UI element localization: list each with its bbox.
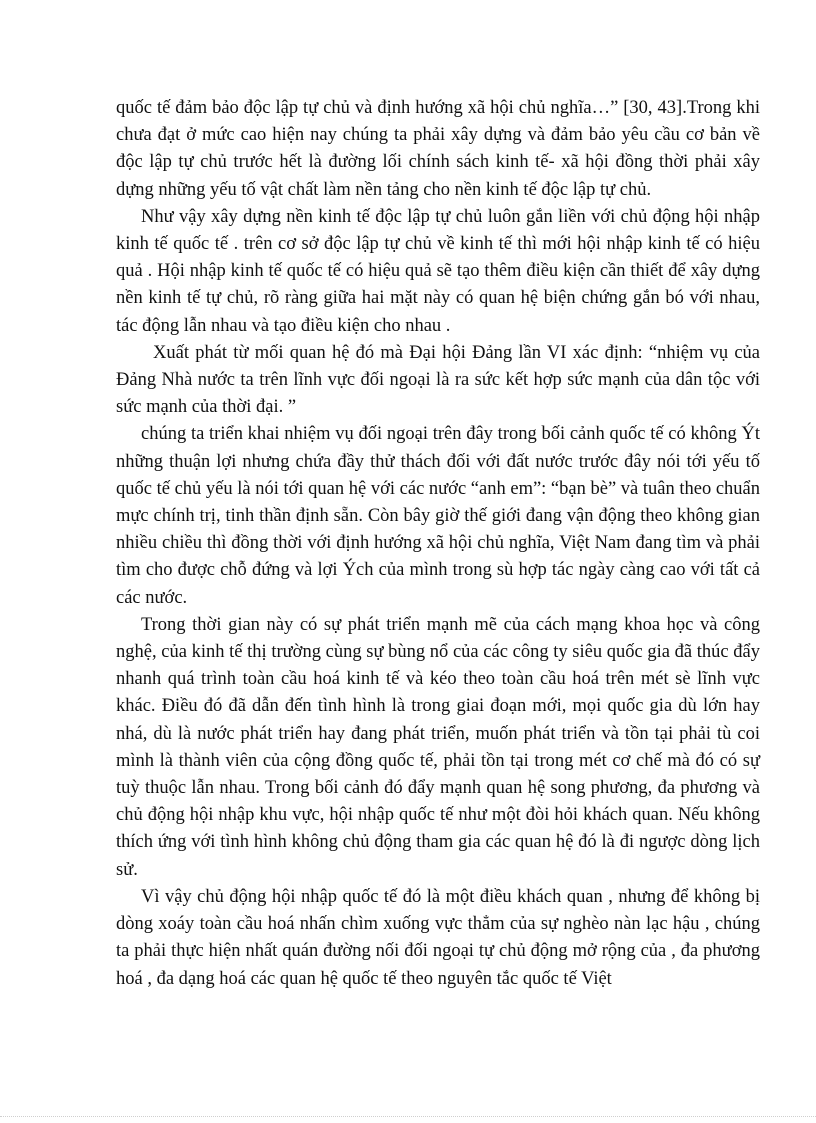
paragraph-5: Trong thời gian này có sự phát triển mạnh mẽ của cách mạng khoa học và công nghệ, của kinh tế thị trường cùng sự bùng nổ của các công ty siêu quốc gia đã thúc đẩy nhanh quá trình toàn cầu hoá kinh tế và kéo theo toàn cầu hoá trên mét sè lĩnh vực khác. Điều đó đã dẫn đến tình hình là trong giai đoạn mới, mọi quốc gia dù lớn hay nhá, dù là nước phát triển hay đang phát triển, muốn phát triển và tồn tại phải tù coi mình là thành viên của cộng đồng quốc tế, phải tồn tại trong mét cơ chế mà đó có sự tuỳ thuộc lẫn nhau. Trong bối cảnh đó đẩy mạnh quan hệ song phương, đa phương và chủ động hội nhập khu vực, hội nhập quốc tế như một đòi hỏi khách quan. Nếu không thích ứng với tình hình không chủ động tham gia các quan hệ đó là đi ngược dòng lịch sử. — [116, 614, 760, 880]
paragraph-2: Như vậy xây dựng nền kinh tế độc lập tự chủ luôn gắn liền với chủ động hội nhập kinh tế quốc tế . trên cơ sở độc lập tự chủ về kinh tế thì mới hội nhập kinh tế có hiệu quả . Hội nhập kinh tế quốc tế có hiệu quả sẽ tạo thêm điều kiện cần thiết để xây dựng nền kinh tế tự chủ, rõ ràng giữa hai mặt này có quan hệ biện chứng gắn bó với nhau, tác động lẫn nhau và tạo điều kiện cho nhau . — [116, 206, 760, 336]
paragraph-4: chúng ta triển khai nhiệm vụ đối ngoại trên đây trong bối cảnh quốc tế có không Ýt những thuận lợi nhưng chứa đầy thử thách đối với đất nước trước đây nói tới yếu tố quốc tế chủ yếu là nói tới quan hệ với các nước “anh em”: “bạn bè” và tuân theo chuẩn mực chính trị, tinh thần định sẵn. Còn bây giờ thế giới đang vận động theo không gian nhiều chiều thì đồng thời với định hướng xã hội chủ nghĩa, Việt Nam đang tìm và phải tìm cho được chỗ đứng và lợi Ých của mình trong sù hợp tác ngày càng cao với tất cả các nước. — [116, 424, 760, 608]
body-text — [116, 95, 760, 993]
paragraph-3: Xuất phát từ mối quan hệ đó mà Đại hội Đảng lần VI xác định: “nhiệm vụ của Đảng Nhà nước ta trên lĩnh vực đối ngoại là ra sức kết hợp sức mạnh của dân tộc với sức mạnh của thời đại. ” — [116, 342, 760, 418]
paragraph-1: quốc tế đảm bảo độc lập tự chủ và định hướng xã hội chủ nghĩa…” [30, 43].Trong khi chưa đạt ở mức cao hiện nay chúng ta phải xây dựng và đảm bảo yêu cầu cơ bản về độc lập tự chủ trước hết là đường lối chính sách kinh tế- xã hội đồng thời phải xây dựng những yếu tố vật chất làm nền tảng cho nền kinh tế độc lập tự chủ. — [116, 98, 760, 200]
page-bottom-divider — [0, 1116, 816, 1117]
paragraph-6: Vì vậy chủ động hội nhập quốc tế đó là một điều khách quan , nhưng để không bị dòng xoáy toàn cầu hoá nhấn chìm xuống vực thẳm của sự nghèo nàn lạc hậu , chúng ta phải thực hiện nhất quán đường nối đối ngoại tự chủ động mở rộng của , đa phương hoá , đa dạng hoá các quan hệ quốc tế theo nguyên tắc quốc tế Việt — [116, 886, 760, 989]
